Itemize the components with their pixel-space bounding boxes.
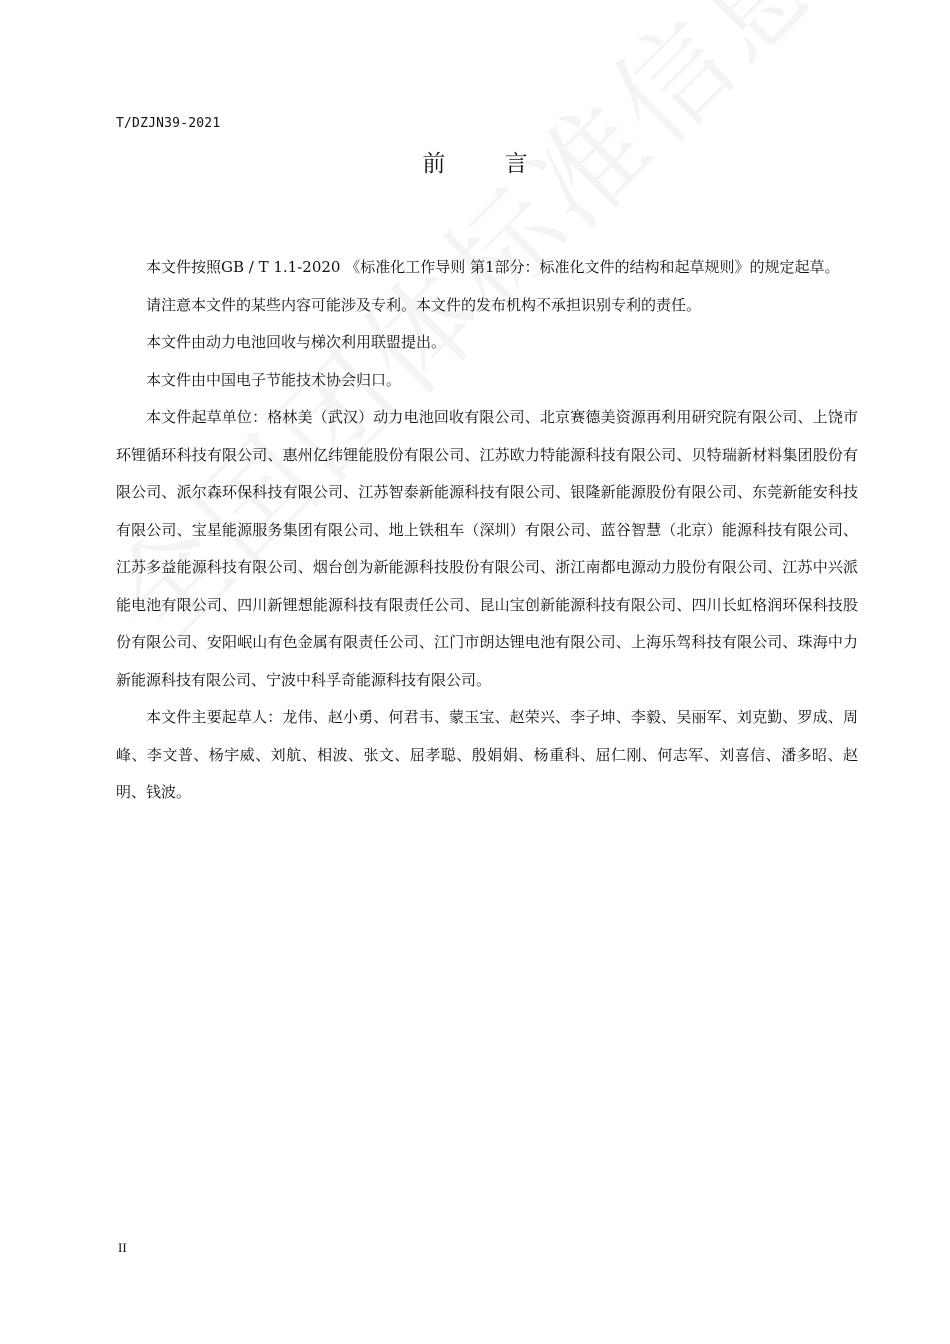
paragraph-patent-notice: 请注意本文件的某些内容可能涉及专利。本文件的发布机构不承担识别专利的责任。 [146,295,702,314]
paragraph-drafters: 本文件主要起草人：龙伟、赵小勇、何君韦、蒙玉宝、赵荣兴、李子坤、李毅、吴丽军、刘克勤、罗成、周峰、李文普、杨宇威、刘航、相波、张文、屈孝聪、殷娟娟、杨重科、屈仁刚、何志军、刘喜信、潘多昭、赵明、钱波。 [116,708,858,801]
page-title: 前 言 [422,151,554,177]
foreword-body [116,249,858,812]
paragraph-proposer: 本文件由动力电池回收与梯次利用联盟提出。 [146,333,447,351]
paragraph-drafting-rule: 本文件按照GB / T 1.1-2020 《标准化工作导则 第1部分：标准化文件的结构和起草规则》的规定起草。 [146,258,840,276]
paragraph-administrator: 本文件由中国电子节能技术协会归口。 [146,370,402,389]
page-number: II [118,1240,127,1255]
standard-code: T/DZJN39-2021 [116,116,221,131]
paragraph-drafting-units: 本文件起草单位：格林美（武汉）动力电池回收有限公司、北京赛德美资源再利用研究院有限公司、上饶市环锂循环科技有限公司、惠州亿纬锂能股份有限公司、江苏欧力特能源科技有限公司、贝特瑞新材料集团股份有限公司、派尔森环保科技有限公司、江苏智泰新能源科技有限公司、银隆新能源股份有限公司、东莞新能安科技有限公司、宝星能源服务集团有限公司、地上铁租车（深圳）有限公司、蓝谷智慧（北京）能源科技有限公司、江苏多益能源科技有限公司、烟台创为新能源科技股份有限公司、浙江南都电源动力股份有限公司、江苏中兴派能电池有限公司、四川新锂想能源科技有限责任公司、昆山宝创新能源科技有限公司、四川长虹格润环保科技股份有限公司、安阳岷山有色金属有限责任公司、江门市朗达锂电池有限公司、上海乐驾科技有限公司、珠海中力新能源科技有限公司、宁波中科孚奇能源科技有限公司。 [116,408,858,689]
